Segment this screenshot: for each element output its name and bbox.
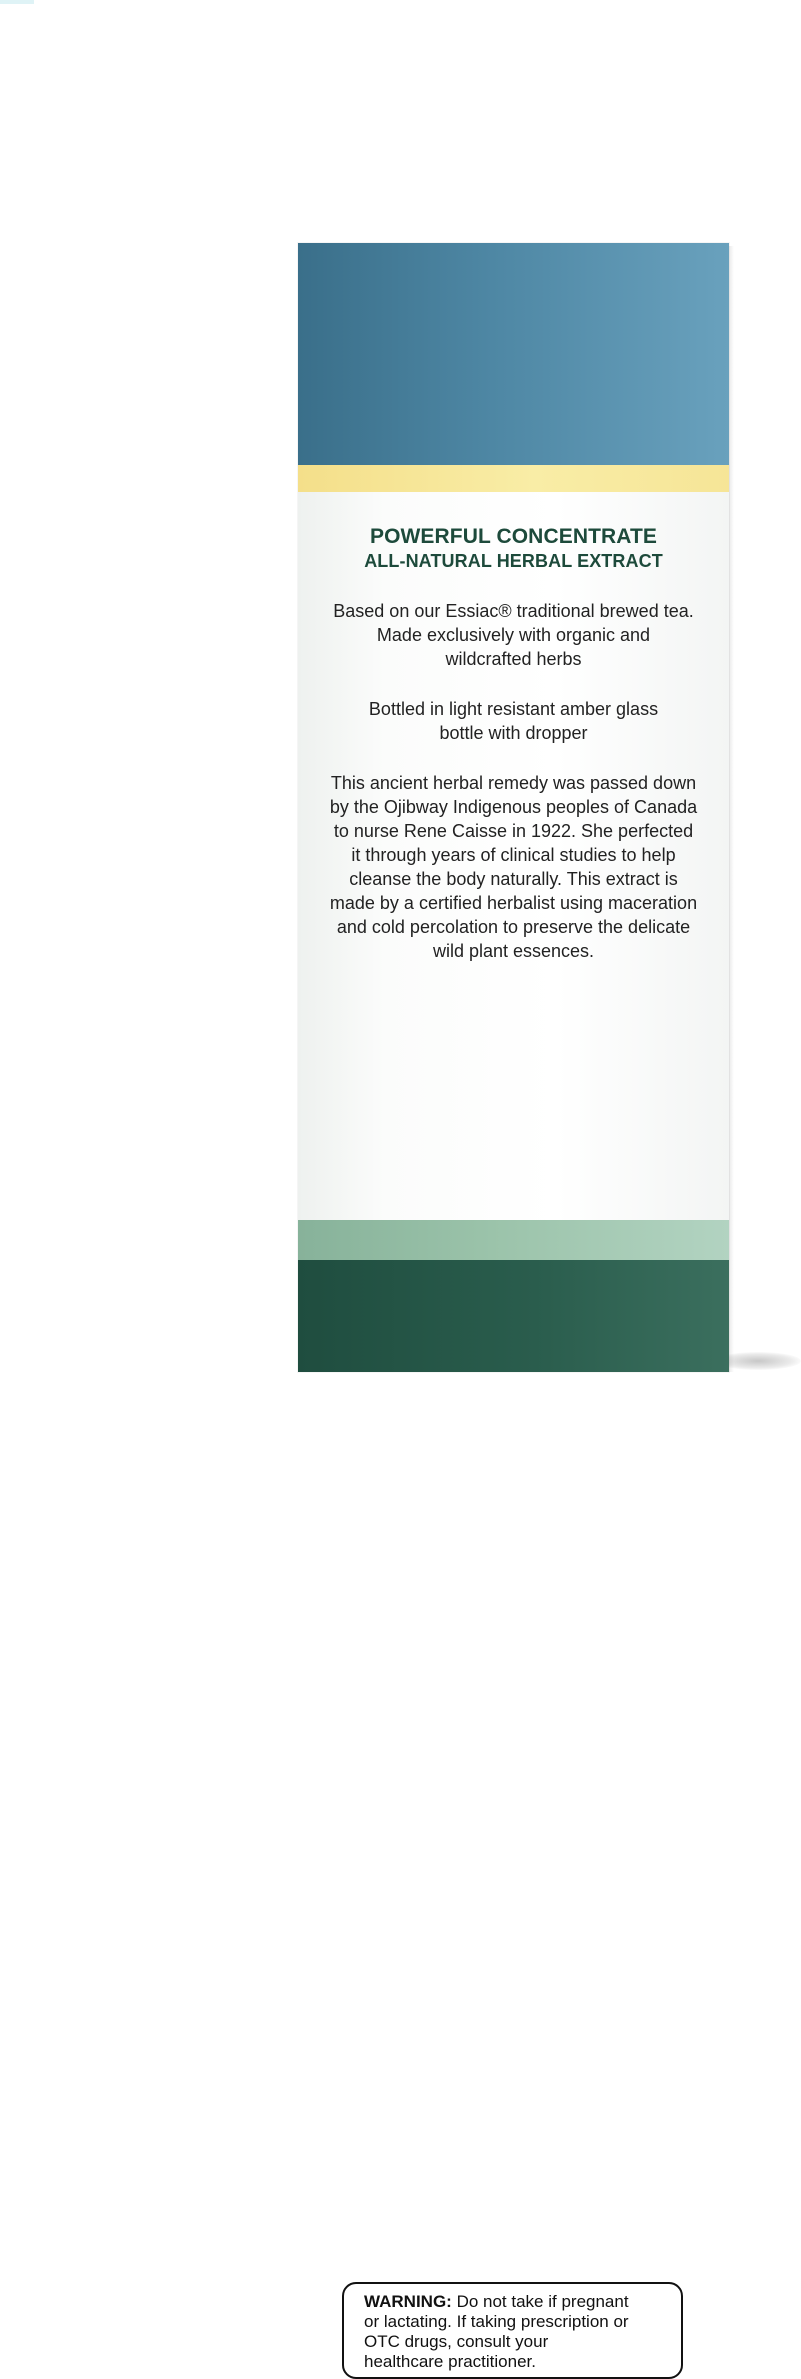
mint-band xyxy=(298,1220,729,1260)
bottom-green-band xyxy=(298,1260,729,2371)
description-line: cleanse the body naturally. This extract is xyxy=(349,869,678,889)
warning-line: OTC drugs, consult your xyxy=(364,2332,549,2351)
top-blue-band xyxy=(298,243,729,465)
warning-line: healthcare practitioner. xyxy=(364,2352,536,2371)
description-paragraph-1 xyxy=(298,599,729,671)
product-box xyxy=(298,243,729,2371)
warning-box xyxy=(342,2282,683,2379)
warning-line-1 xyxy=(364,2292,680,2312)
description-line: Made exclusively with organic and xyxy=(376,625,651,645)
heading-primary: POWERFUL CONCENTRATE xyxy=(369,525,658,548)
description-line: Based on our Essiac® traditional brewed tea. xyxy=(333,601,694,621)
description-paragraph-3 xyxy=(298,771,729,963)
heading-secondary: ALL-NATURAL HERBAL EXTRACT xyxy=(364,551,663,571)
description-line: wildcrafted herbs xyxy=(445,649,582,669)
corner-mark xyxy=(0,0,34,4)
warning-line: or lactating. If taking prescription or xyxy=(364,2312,629,2331)
warning-text xyxy=(364,2292,680,2372)
description-line: Bottled in light resistant amber glass xyxy=(368,699,659,719)
description-paragraph-2 xyxy=(298,697,729,745)
description-line: by the Ojibway Indigenous peoples of Canada xyxy=(329,797,698,817)
description-line: bottle with dropper xyxy=(439,723,588,743)
description-line: and cold percolation to preserve the delicate xyxy=(336,917,691,937)
description-line: This ancient herbal remedy was passed down xyxy=(330,773,697,793)
description-line: to nurse Rene Caisse in 1922. She perfected xyxy=(333,821,694,841)
warning-label: WARNING: xyxy=(364,2292,452,2311)
description-line: it through years of clinical studies to help xyxy=(351,845,676,865)
yellow-band xyxy=(298,465,729,492)
description-line: made by a certified herbalist using maceration xyxy=(329,893,698,913)
warning-line: Do not take if pregnant xyxy=(456,2292,629,2311)
description-line: wild plant essences. xyxy=(432,941,595,961)
